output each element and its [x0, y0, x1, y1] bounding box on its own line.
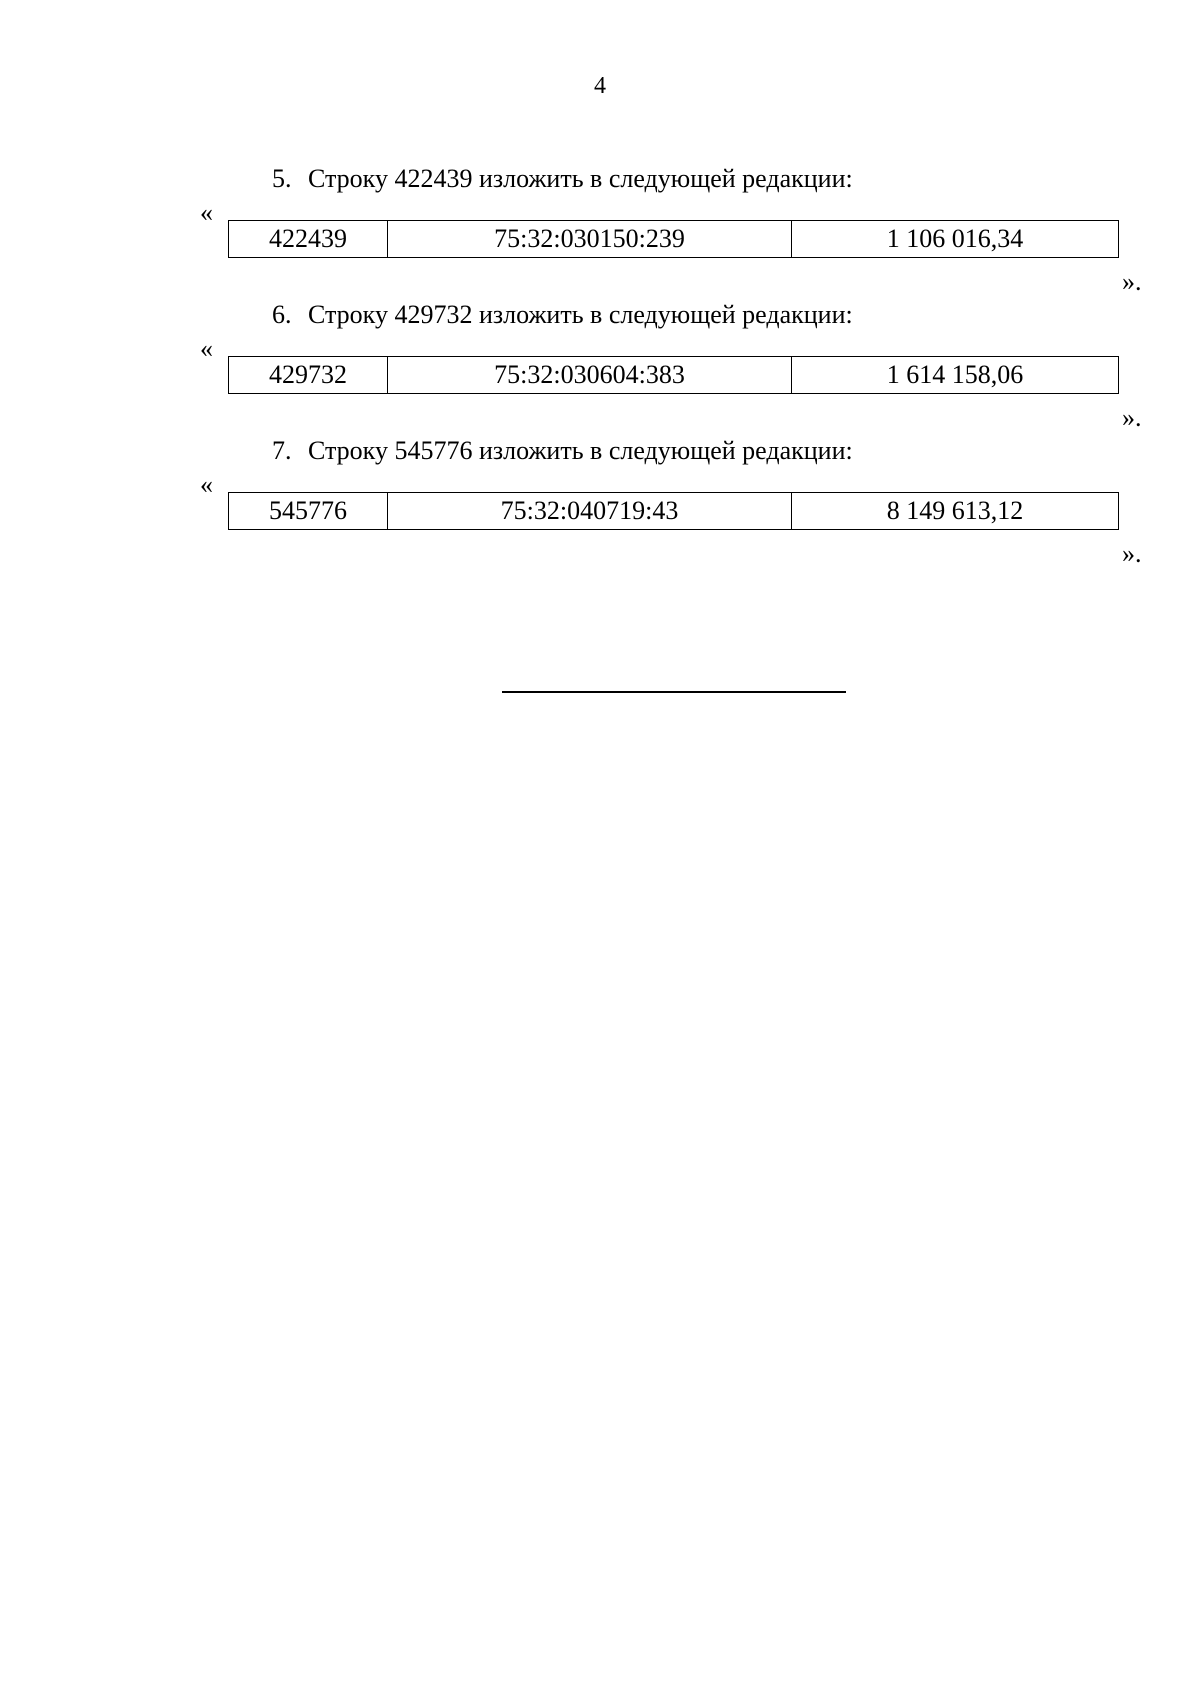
page-number: 4 — [594, 73, 606, 99]
amendment-item — [0, 299, 1200, 432]
replacement-row-table — [228, 220, 1119, 258]
row-id-cell: 429732 — [229, 357, 388, 394]
closing-quote: ». — [1122, 539, 1142, 568]
table-row — [229, 493, 1119, 530]
opening-quote: « — [200, 334, 213, 363]
value-cell: 1 614 158,06 — [792, 357, 1119, 394]
item-number: 5. — [272, 164, 292, 193]
closing-quote: ». — [1122, 267, 1142, 296]
item-number: 7. — [272, 436, 292, 465]
amendment-heading — [272, 299, 853, 331]
amendment-heading — [272, 435, 853, 467]
table-row — [229, 357, 1119, 394]
table-row — [229, 221, 1119, 258]
cadastral-number-cell: 75:32:030150:239 — [388, 221, 792, 258]
amendment-text: Строку 429732 изложить в следующей редакции: — [308, 300, 853, 329]
item-number: 6. — [272, 300, 292, 329]
amendment-item — [0, 435, 1200, 568]
row-id-cell: 422439 — [229, 221, 388, 258]
closing-quote: ». — [1122, 403, 1142, 432]
cadastral-number-cell: 75:32:040719:43 — [388, 493, 792, 530]
value-cell: 8 149 613,12 — [792, 493, 1119, 530]
opening-quote: « — [200, 470, 213, 499]
cadastral-number-cell: 75:32:030604:383 — [388, 357, 792, 394]
amendment-text: Строку 545776 изложить в следующей редакции: — [308, 436, 853, 465]
opening-quote: « — [200, 198, 213, 227]
row-id-cell: 545776 — [229, 493, 388, 530]
value-cell: 1 106 016,34 — [792, 221, 1119, 258]
end-of-document-rule — [502, 691, 846, 693]
amendment-item — [0, 163, 1200, 296]
amendment-heading — [272, 163, 853, 195]
replacement-row-table — [228, 492, 1119, 530]
replacement-row-table — [228, 356, 1119, 394]
amendment-text: Строку 422439 изложить в следующей редакции: — [308, 164, 853, 193]
